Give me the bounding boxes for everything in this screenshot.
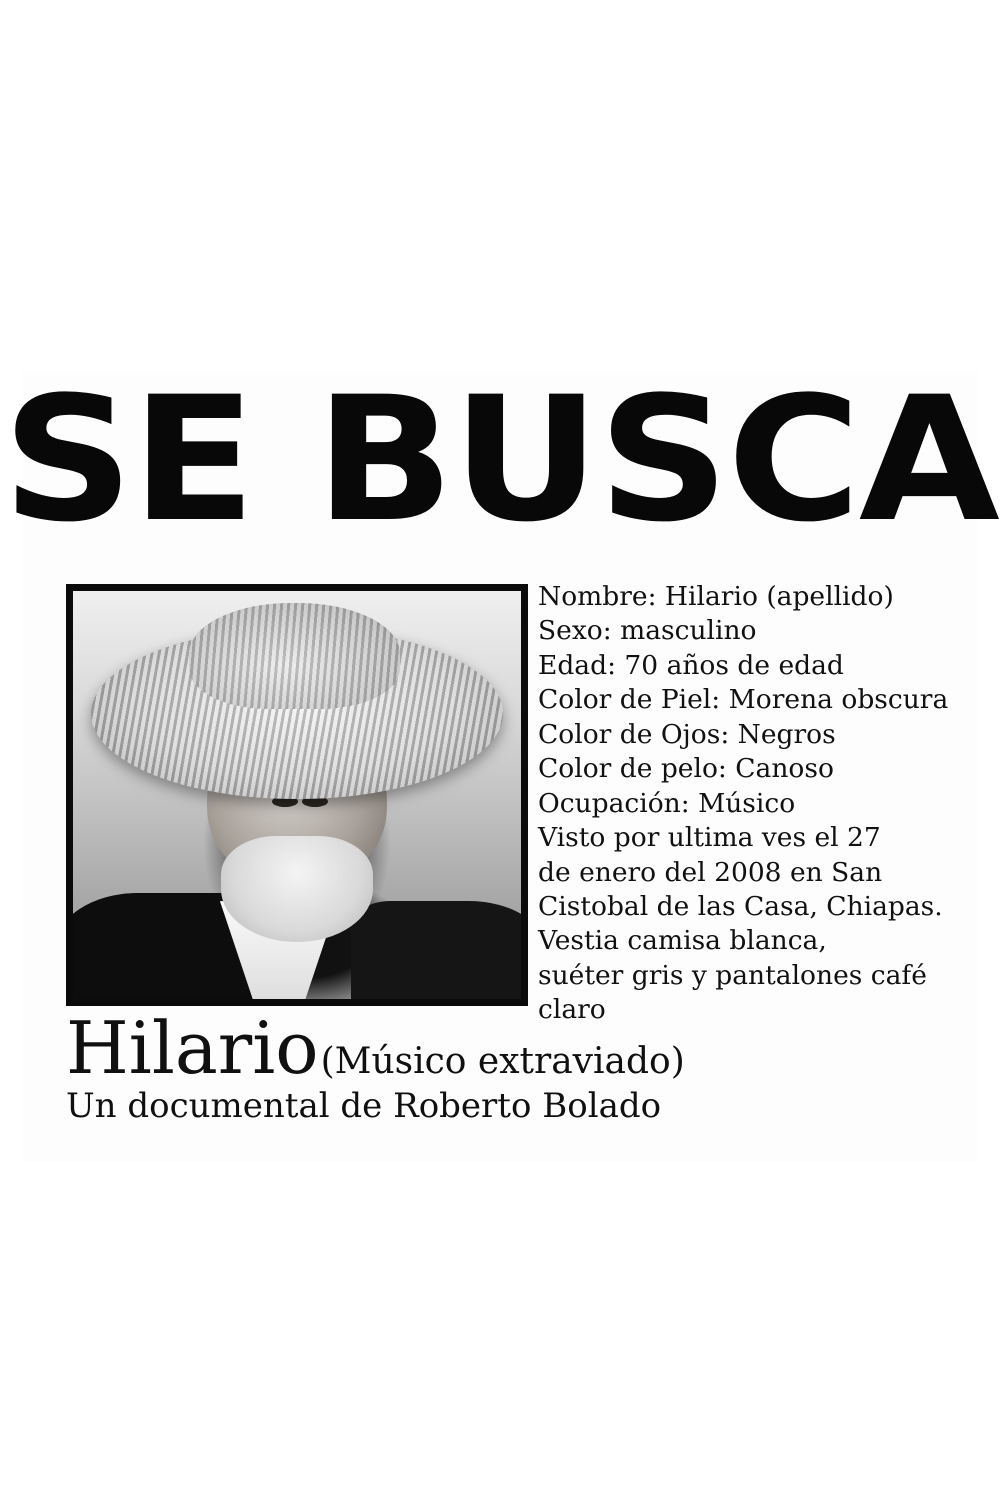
portrait-image — [73, 591, 521, 999]
detail-line: Nombre: Hilario (apellido) — [538, 581, 894, 612]
film-title: Hilario — [66, 1006, 319, 1090]
shoulder-right-shape — [351, 901, 528, 1006]
beard-shape — [221, 836, 373, 942]
poster-body — [22, 581, 978, 1026]
detail-line: Edad: 70 años de edad — [538, 649, 844, 681]
film-subtitle: (Músico extraviado) — [320, 1041, 685, 1082]
detail-line: Color de Ojos: Negros — [538, 718, 836, 750]
portrait-photo — [66, 584, 528, 1006]
hat-crown-shape — [189, 603, 400, 709]
detail-line: Color de pelo: Canoso — [538, 753, 834, 785]
detail-line: Cistobal de las Casa, Chiapas. — [538, 890, 943, 922]
description-list — [538, 580, 968, 1028]
detail-line: Sexo: masculino — [538, 615, 757, 647]
detail-line: Color de Piel: Morena obscura — [538, 684, 949, 716]
page-title: SE BUSCA — [2, 359, 998, 560]
detail-line: de enero del 2008 en San — [538, 856, 883, 888]
director-credit: Un documental de Roberto Bolado — [66, 1086, 662, 1126]
detail-line: Visto por ultima ves el 27 — [538, 822, 881, 854]
detail-line: claro — [538, 994, 606, 1026]
detail-line: Vestia camisa blanca, — [538, 925, 827, 957]
detail-line: Ocupación: Músico — [538, 787, 796, 819]
wanted-poster — [2, 359, 998, 1162]
detail-line: suéter gris y pantalones café — [538, 959, 927, 991]
